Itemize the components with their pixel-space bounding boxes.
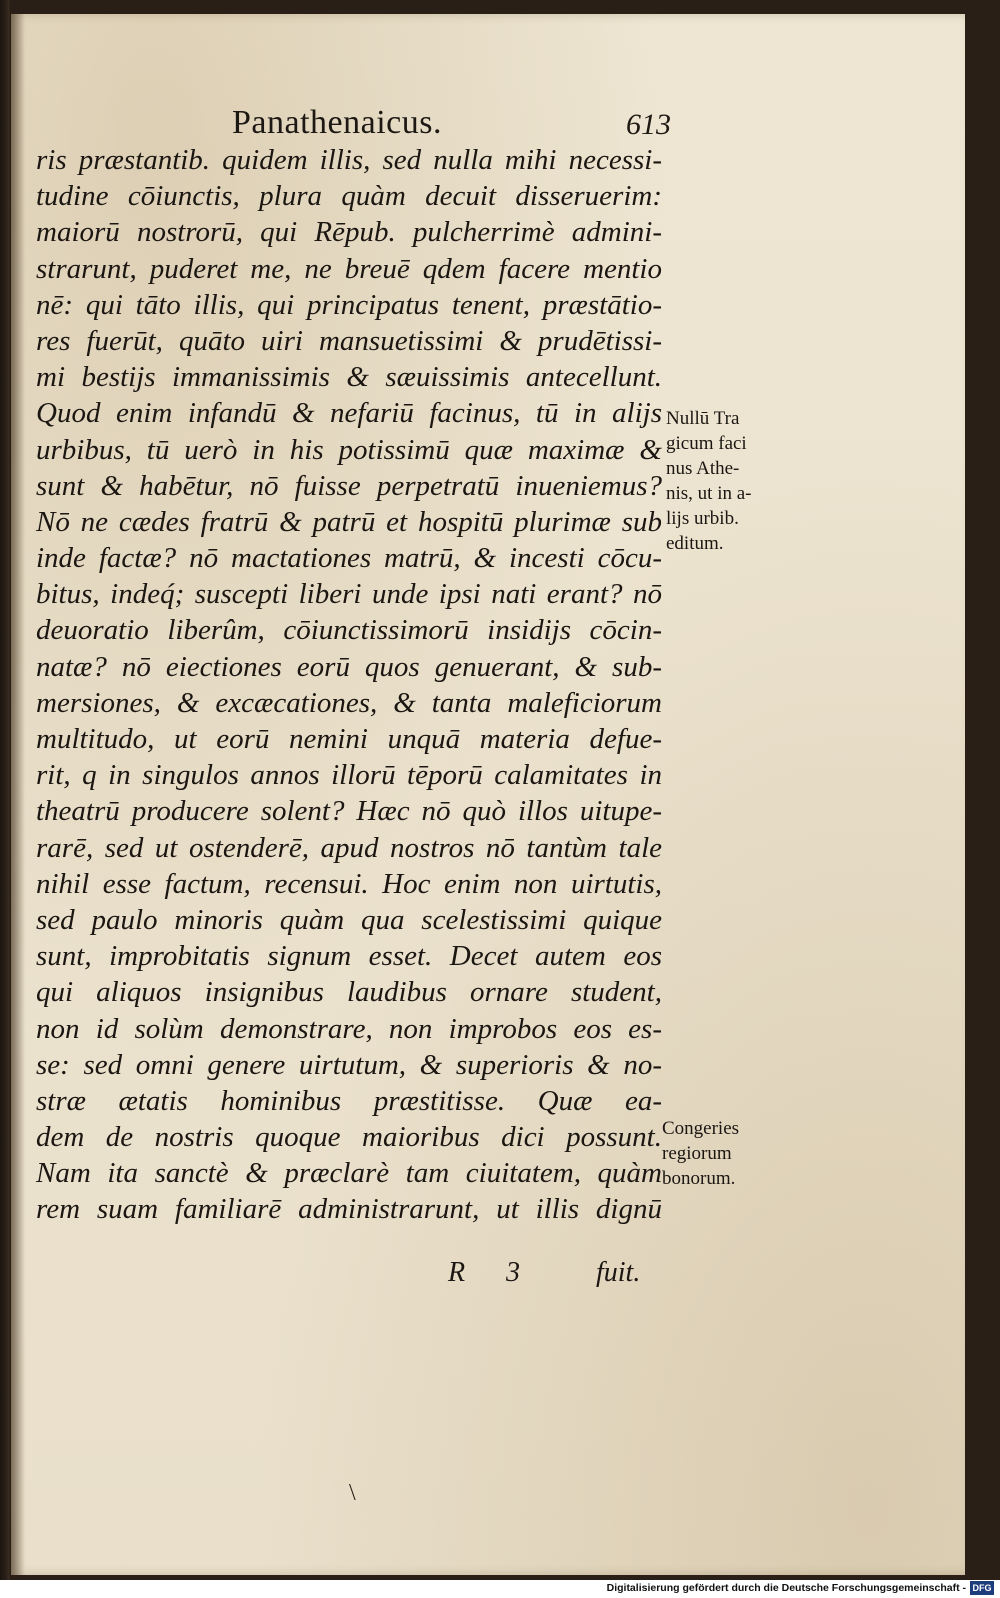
marginal-note-line: editum. — [666, 533, 724, 554]
marginal-note-line: nus Athe- — [666, 458, 740, 479]
marginal-note-line: nis, ut in a- — [666, 483, 752, 504]
text-line: multitudo, ut eorū nemini unquā materia defue- — [36, 723, 662, 755]
text-line: sunt & habētur, nō fuisse perpetratū inueniemus? — [36, 469, 662, 502]
running-title: Panathenaicus. — [232, 104, 442, 141]
ink-mark: \ — [349, 1480, 356, 1506]
text-line: mersiones, & excæcationes, & tanta maleficiorum — [36, 686, 662, 719]
page-number: 613 — [626, 108, 671, 141]
text-line: Quod enim infandū & nefariū facinus, tū in alijs — [36, 397, 662, 430]
marginal-note-line: gicum faci — [666, 433, 747, 454]
marginal-note-line: Nullū Tra — [666, 408, 740, 429]
text-line: rarē, sed ut ostenderē, apud nostros nō tantùm tale — [36, 831, 662, 864]
dfg-logo: DFG — [970, 1581, 994, 1595]
funding-notice: Digitalisierung gefördert durch die Deutsche Forschungsgemeinschaft - — [606, 1582, 966, 1594]
marginal-note-line: regiorum — [662, 1143, 732, 1164]
marginal-note-line: bonorum. — [662, 1168, 736, 1189]
text-line: nihil esse factum, recensui. Hoc enim non uirtutis, — [36, 867, 662, 900]
text-line: ris præstantib. quidem illis, sed nulla mihi necessi- — [36, 144, 662, 176]
text-line: Nō ne cædes fratrū & patrū et hospitū plurimæ sub — [36, 505, 662, 538]
text-line: nē: qui tāto illis, qui principatus tenent, præstātio- — [36, 288, 662, 321]
text-line: tudine cōiunctis, plura quàm decuit disseruerim: — [36, 180, 662, 213]
marginal-note-1 — [666, 406, 794, 556]
footer-bar — [0, 1580, 1000, 1598]
text-line: inde factæ? nō mactationes matrū, & incesti cōcu- — [36, 542, 662, 575]
text-line: bitus, indeq́; suscepti liberi unde ipsi nati erant? nō — [36, 578, 662, 611]
text-line: sed paulo minoris quàm qua scelestissimi quique — [36, 903, 662, 936]
text-line: non id solùm demonstrare, non improbos eos es- — [36, 1012, 662, 1045]
text-line: deuoratio liberûm, cōiunctissimorū insidijs cōcin- — [36, 614, 662, 647]
text-line: theatrū producere solent? Hæc nō quò illos uitupe- — [36, 795, 662, 828]
text-line: maiorū nostrorū, qui Rēpub. pulcherrimè admini- — [36, 216, 662, 249]
catchword: fuit. — [596, 1257, 641, 1288]
text-line: natæ? nō eiectiones eorū quos genuerant, & sub- — [36, 650, 662, 683]
text-line: mi bestijs immanissimis & sæuissimis antecellunt. — [36, 361, 662, 394]
text-line: qui aliquos insignibus laudibus ornare student, — [36, 976, 662, 1009]
text-line: rit, q in singulos annos illorū tēporū calamitates in — [36, 759, 662, 792]
signature-letter: R — [448, 1257, 466, 1288]
text-line: rem suam familiarē administrarunt, ut illis dignū — [36, 1193, 662, 1226]
text-line: se: sed omni genere uirtutum, & superioris & no- — [36, 1048, 662, 1081]
text-line: dem de nostris quoque maioribus dici possunt. — [36, 1121, 662, 1154]
marginal-note-2 — [662, 1116, 792, 1191]
text-line: strarunt, puderet me, ne breuē qdem facere mentio — [36, 252, 662, 285]
text-line: res fuerūt, quāto uiri mansuetissimi & prudētissi- — [36, 324, 662, 357]
marginal-note-line: lijs urbib. — [666, 508, 739, 529]
signature-number: 3 — [506, 1257, 520, 1288]
text-line: urbibus, tū uerò in his potissimū quæ maximæ & — [36, 433, 662, 466]
page-gutter-shadow — [11, 14, 25, 1575]
text-line: stræ ætatis hominibus præstitisse. Quæ ea- — [36, 1084, 662, 1117]
text-line: sunt, improbitatis signum esset. Decet autem eos — [36, 940, 662, 973]
marginal-note-line: Congeries — [662, 1118, 740, 1139]
text-block — [36, 142, 662, 1228]
text-line: Nam ita sanctè & præclarè tam ciuitatem, quàm — [36, 1157, 662, 1190]
